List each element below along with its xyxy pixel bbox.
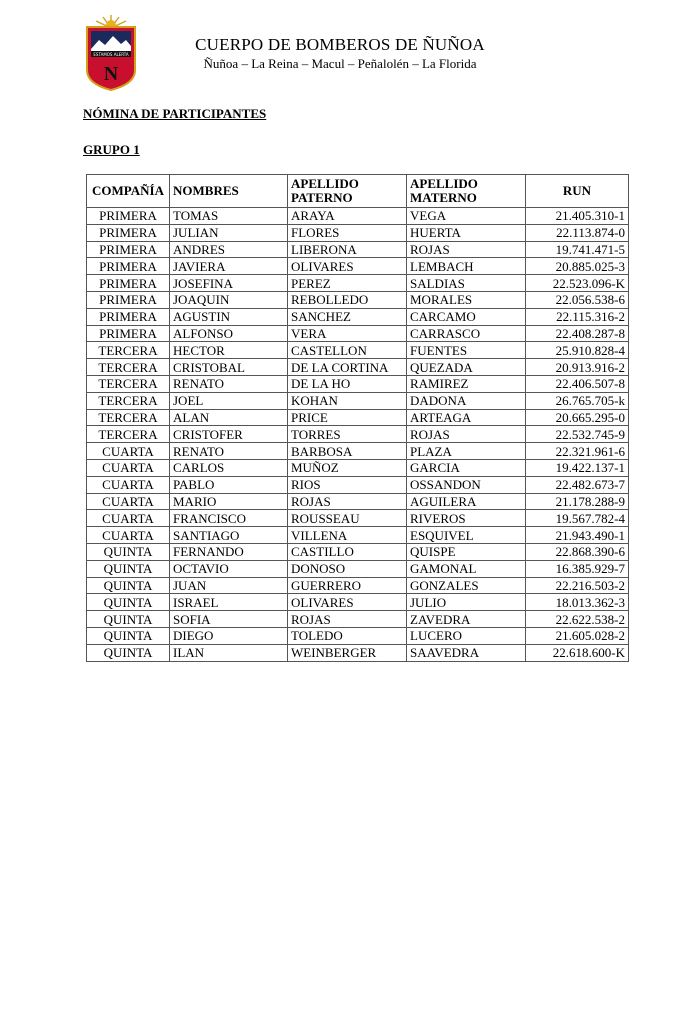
cell-nombre: RENATO	[170, 443, 288, 460]
cell-apellido-materno: ROJAS	[407, 241, 526, 258]
cell-compania: QUINTA	[87, 577, 170, 594]
cell-nombre: ANDRES	[170, 241, 288, 258]
cell-apellido-paterno: DE LA CORTINA	[288, 359, 407, 376]
cell-compania: QUINTA	[87, 594, 170, 611]
cell-apellido-materno: ROJAS	[407, 426, 526, 443]
organization-name: CUERPO DE BOMBEROS DE ÑUÑOA	[195, 35, 485, 54]
cell-compania: QUINTA	[87, 543, 170, 560]
cell-apellido-materno: MORALES	[407, 291, 526, 308]
table-body	[87, 208, 629, 662]
cell-compania: QUINTA	[87, 644, 170, 661]
logo-letter: N	[103, 63, 119, 85]
cell-compania: TERCERA	[87, 342, 170, 359]
cell-nombre: JUAN	[170, 577, 288, 594]
cell-run: 22.406.507-8	[526, 375, 629, 392]
cell-apellido-materno: CARRASCO	[407, 325, 526, 342]
cell-compania: PRIMERA	[87, 291, 170, 308]
cell-apellido-materno: SALDIAS	[407, 275, 526, 292]
cell-apellido-materno: DADONA	[407, 392, 526, 409]
cell-run: 21.943.490-1	[526, 527, 629, 544]
cell-compania: CUARTA	[87, 443, 170, 460]
cell-compania: PRIMERA	[87, 241, 170, 258]
table-row	[87, 476, 629, 493]
cell-apellido-paterno: BARBOSA	[288, 443, 407, 460]
cell-apellido-paterno: ROUSSEAU	[288, 510, 407, 527]
cell-run: 22.113.874-0	[526, 224, 629, 241]
logo-band-text: ESTAMOS ALERTA	[93, 51, 129, 57]
group-heading: GRUPO 1	[83, 142, 140, 157]
cell-compania: CUARTA	[87, 493, 170, 510]
cell-apellido-materno: LUCERO	[407, 627, 526, 644]
column-header-apellido-materno: APELLIDO MATERNO	[407, 175, 526, 208]
cell-apellido-materno: FUENTES	[407, 342, 526, 359]
cell-nombre: PABLO	[170, 476, 288, 493]
cell-run: 22.523.096-K	[526, 275, 629, 292]
table-row	[87, 275, 629, 292]
cell-apellido-materno: GAMONAL	[407, 560, 526, 577]
table-row	[87, 208, 629, 225]
table-row	[87, 392, 629, 409]
cell-compania: QUINTA	[87, 611, 170, 628]
table-row	[87, 241, 629, 258]
cell-run: 22.115.316-2	[526, 308, 629, 325]
cell-apellido-materno: AGUILERA	[407, 493, 526, 510]
cell-apellido-paterno: LIBERONA	[288, 241, 407, 258]
cell-apellido-paterno: TORRES	[288, 426, 407, 443]
cell-run: 26.765.705-k	[526, 392, 629, 409]
cell-apellido-paterno: MUÑOZ	[288, 459, 407, 476]
cell-nombre: ALAN	[170, 409, 288, 426]
cell-apellido-paterno: GUERRERO	[288, 577, 407, 594]
cell-nombre: ALFONSO	[170, 325, 288, 342]
cell-apellido-paterno: DONOSO	[288, 560, 407, 577]
cell-apellido-paterno: WEINBERGER	[288, 644, 407, 661]
cell-nombre: CRISTOFER	[170, 426, 288, 443]
cell-run: 22.321.961-6	[526, 443, 629, 460]
cell-nombre: JAVIERA	[170, 258, 288, 275]
cell-run: 20.913.916-2	[526, 359, 629, 376]
cell-nombre: DIEGO	[170, 627, 288, 644]
cell-compania: TERCERA	[87, 375, 170, 392]
cell-run: 22.618.600-K	[526, 644, 629, 661]
cell-apellido-paterno: OLIVARES	[288, 594, 407, 611]
cell-run: 21.605.028-2	[526, 627, 629, 644]
cell-compania: CUARTA	[87, 476, 170, 493]
cell-apellido-paterno: KOHAN	[288, 392, 407, 409]
cell-nombre: ILAN	[170, 644, 288, 661]
table-row	[87, 611, 629, 628]
cell-apellido-materno: QUISPE	[407, 543, 526, 560]
cell-apellido-paterno: VERA	[288, 325, 407, 342]
cell-apellido-paterno: FLORES	[288, 224, 407, 241]
table-row	[87, 325, 629, 342]
cell-compania: PRIMERA	[87, 224, 170, 241]
cell-compania: PRIMERA	[87, 208, 170, 225]
cell-apellido-materno: HUERTA	[407, 224, 526, 241]
cell-apellido-materno: GARCIA	[407, 459, 526, 476]
cell-apellido-paterno: ARAYA	[288, 208, 407, 225]
cell-apellido-paterno: ROJAS	[288, 493, 407, 510]
cell-apellido-paterno: CASTILLO	[288, 543, 407, 560]
participants-table	[86, 174, 629, 662]
fire-department-crest-logo	[83, 14, 139, 91]
cell-apellido-paterno: TOLEDO	[288, 627, 407, 644]
cell-compania: QUINTA	[87, 627, 170, 644]
cell-nombre: AGUSTIN	[170, 308, 288, 325]
cell-apellido-paterno: PRICE	[288, 409, 407, 426]
cell-nombre: JOAQUIN	[170, 291, 288, 308]
table-row	[87, 627, 629, 644]
cell-apellido-materno: GONZALES	[407, 577, 526, 594]
cell-run: 22.482.673-7	[526, 476, 629, 493]
cell-compania: TERCERA	[87, 359, 170, 376]
cell-nombre: SANTIAGO	[170, 527, 288, 544]
cell-apellido-materno: CARCAMO	[407, 308, 526, 325]
cell-apellido-paterno: ROJAS	[288, 611, 407, 628]
cell-apellido-materno: RIVEROS	[407, 510, 526, 527]
table-row	[87, 594, 629, 611]
cell-nombre: FERNANDO	[170, 543, 288, 560]
table-row	[87, 577, 629, 594]
cell-nombre: FRANCISCO	[170, 510, 288, 527]
cell-nombre: ISRAEL	[170, 594, 288, 611]
cell-apellido-materno: SAAVEDRA	[407, 644, 526, 661]
table-row	[87, 224, 629, 241]
cell-apellido-paterno: REBOLLEDO	[288, 291, 407, 308]
cell-run: 25.910.828-4	[526, 342, 629, 359]
cell-compania: TERCERA	[87, 409, 170, 426]
table-row	[87, 510, 629, 527]
cell-compania: TERCERA	[87, 426, 170, 443]
cell-nombre: CRISTOBAL	[170, 359, 288, 376]
cell-compania: QUINTA	[87, 560, 170, 577]
cell-apellido-materno: QUEZADA	[407, 359, 526, 376]
cell-run: 20.885.025-3	[526, 258, 629, 275]
cell-nombre: OCTAVIO	[170, 560, 288, 577]
cell-run: 21.405.310-1	[526, 208, 629, 225]
table-row	[87, 291, 629, 308]
cell-compania: CUARTA	[87, 459, 170, 476]
table-row	[87, 459, 629, 476]
table-row	[87, 375, 629, 392]
cell-run: 22.622.538-2	[526, 611, 629, 628]
cell-compania: PRIMERA	[87, 258, 170, 275]
cell-nombre: TOMAS	[170, 208, 288, 225]
table-row	[87, 409, 629, 426]
cell-run: 22.408.287-8	[526, 325, 629, 342]
cell-run: 22.868.390-6	[526, 543, 629, 560]
cell-compania: CUARTA	[87, 510, 170, 527]
cell-apellido-materno: PLAZA	[407, 443, 526, 460]
document-title: NÓMINA DE PARTICIPANTES	[83, 106, 267, 121]
cell-nombre: JOSEFINA	[170, 275, 288, 292]
table-row	[87, 258, 629, 275]
cell-run: 16.385.929-7	[526, 560, 629, 577]
cell-nombre: JOEL	[170, 392, 288, 409]
table-row	[87, 527, 629, 544]
cell-compania: PRIMERA	[87, 275, 170, 292]
table-row	[87, 426, 629, 443]
cell-apellido-materno: JULIO	[407, 594, 526, 611]
cell-run: 19.422.137-1	[526, 459, 629, 476]
cell-run: 21.178.288-9	[526, 493, 629, 510]
column-header-run: RUN	[526, 175, 629, 208]
table-row	[87, 644, 629, 661]
cell-apellido-materno: LEMBACH	[407, 258, 526, 275]
table-row	[87, 493, 629, 510]
cell-run: 22.056.538-6	[526, 291, 629, 308]
table-header-row	[87, 175, 629, 208]
column-header-nombres: NOMBRES	[170, 175, 288, 208]
cell-apellido-paterno: PEREZ	[288, 275, 407, 292]
cell-apellido-paterno: RIOS	[288, 476, 407, 493]
cell-apellido-materno: ARTEAGA	[407, 409, 526, 426]
cell-apellido-materno: ESQUIVEL	[407, 527, 526, 544]
column-header-apellido-paterno: APELLIDO PATERNO	[288, 175, 407, 208]
cell-run: 22.216.503-2	[526, 577, 629, 594]
cell-apellido-materno: RAMIREZ	[407, 375, 526, 392]
cell-nombre: JULIAN	[170, 224, 288, 241]
table-row	[87, 308, 629, 325]
cell-compania: CUARTA	[87, 527, 170, 544]
cell-run: 22.532.745-9	[526, 426, 629, 443]
table-row	[87, 342, 629, 359]
table-row	[87, 560, 629, 577]
cell-run: 19.567.782-4	[526, 510, 629, 527]
cell-nombre: SOFIA	[170, 611, 288, 628]
cell-compania: PRIMERA	[87, 325, 170, 342]
cell-apellido-paterno: DE LA HO	[288, 375, 407, 392]
cell-run: 19.741.471-5	[526, 241, 629, 258]
cell-apellido-materno: OSSANDON	[407, 476, 526, 493]
cell-apellido-materno: ZAVEDRA	[407, 611, 526, 628]
cell-apellido-paterno: SANCHEZ	[288, 308, 407, 325]
cell-nombre: CARLOS	[170, 459, 288, 476]
communes-line: Ñuñoa – La Reina – Macul – Peñalolén – La Florida	[203, 56, 477, 71]
cell-run: 20.665.295-0	[526, 409, 629, 426]
table-row	[87, 359, 629, 376]
cell-apellido-paterno: OLIVARES	[288, 258, 407, 275]
cell-compania: PRIMERA	[87, 308, 170, 325]
table-row	[87, 543, 629, 560]
cell-apellido-paterno: CASTELLON	[288, 342, 407, 359]
cell-nombre: MARIO	[170, 493, 288, 510]
cell-run: 18.013.362-3	[526, 594, 629, 611]
column-header-compania: COMPAÑÍA	[87, 175, 170, 208]
cell-apellido-paterno: VILLENA	[288, 527, 407, 544]
table-row	[87, 443, 629, 460]
cell-nombre: RENATO	[170, 375, 288, 392]
cell-compania: TERCERA	[87, 392, 170, 409]
cell-apellido-materno: VEGA	[407, 208, 526, 225]
cell-nombre: HECTOR	[170, 342, 288, 359]
